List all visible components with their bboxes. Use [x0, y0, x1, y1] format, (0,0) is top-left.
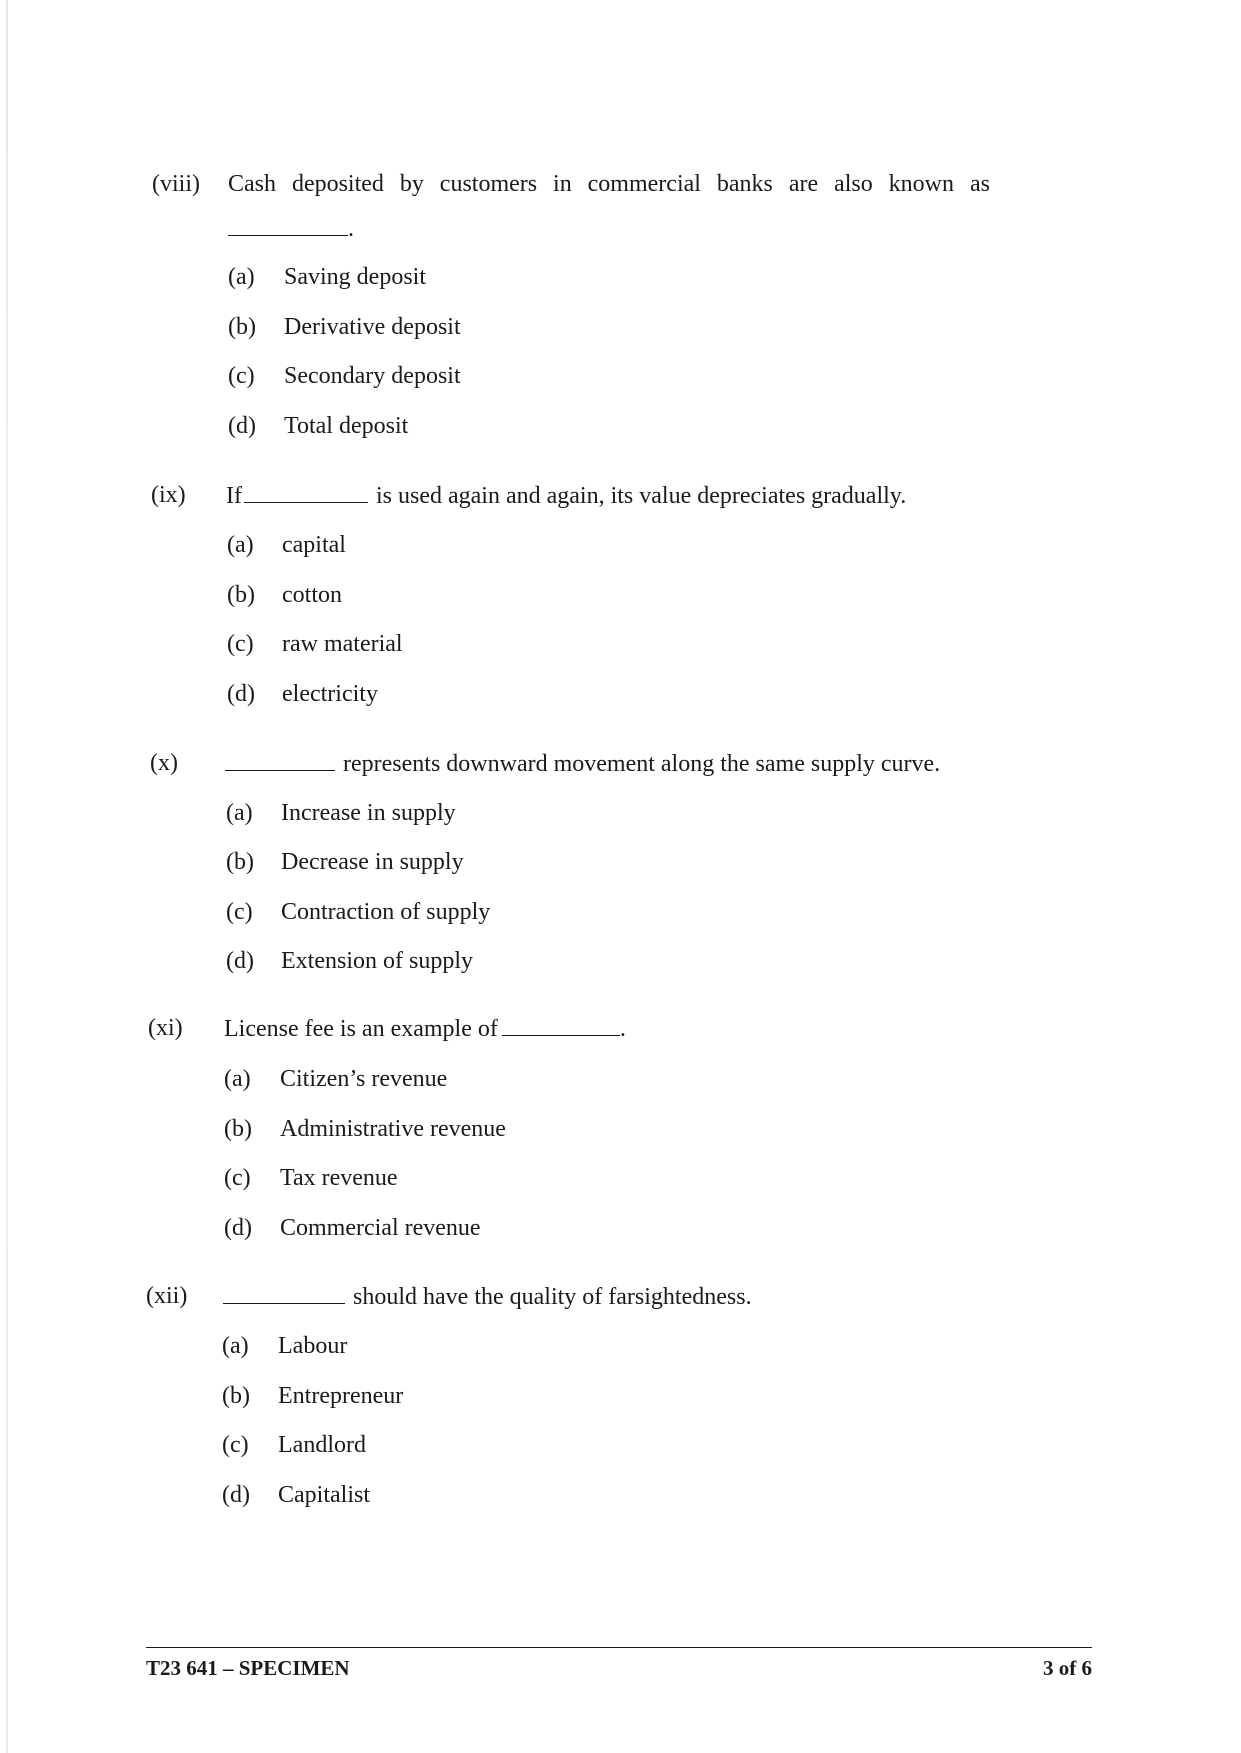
answer-blank [225, 748, 335, 771]
blank-prefix: If [226, 483, 242, 509]
paper-code: T23 641 – SPECIMEN [146, 1656, 350, 1680]
question-number: (ix) [151, 482, 186, 508]
question-text [228, 169, 990, 199]
word: known [888, 171, 954, 197]
word: deposited [291, 171, 384, 197]
option-text: Labour [278, 1333, 348, 1359]
blank-suffix: . [348, 216, 354, 242]
answer-blank [244, 480, 368, 503]
option-letter: (b) [224, 1116, 252, 1142]
word: by [399, 171, 424, 197]
option-text: cotton [282, 582, 342, 608]
question-number: (x) [150, 750, 178, 776]
blank-suffix: should have the quality of farsightedness. [353, 1284, 752, 1310]
option-letter: (d) [222, 1482, 250, 1508]
option-letter: (d) [227, 681, 255, 707]
page-footer [146, 1647, 1092, 1680]
question-number: (xi) [148, 1015, 183, 1041]
option-text: Entrepreneur [278, 1383, 404, 1409]
word: banks [716, 171, 773, 197]
scan-edge [6, 0, 8, 1753]
option-text: raw material [282, 631, 403, 657]
option-letter: (c) [222, 1432, 249, 1458]
option-text: Citizen’s revenue [280, 1066, 448, 1092]
question-x [150, 748, 1010, 778]
question-number: (viii) [152, 171, 200, 197]
option-text: Landlord [278, 1432, 366, 1458]
option-text: Administrative revenue [280, 1116, 506, 1142]
option-letter: (a) [228, 264, 255, 290]
option-text: electricity [282, 681, 378, 707]
question-xi [148, 1013, 1008, 1043]
blank-suffix: represents downward movement along the same supply curve. [343, 751, 941, 777]
page-number: 3 of 6 [1043, 1656, 1092, 1680]
blank-suffix: is used again and again, its value depreciates gradually. [375, 483, 907, 509]
option-letter: (a) [227, 532, 254, 558]
option-text: Commercial revenue [280, 1215, 481, 1241]
option-text: Increase in supply [281, 800, 456, 826]
option-letter: (c) [227, 631, 254, 657]
question-text [223, 1281, 752, 1312]
blank-suffix: . [619, 1016, 626, 1042]
answer-blank [228, 213, 348, 236]
word: are [788, 171, 819, 197]
option-letter: (d) [224, 1215, 252, 1241]
word: as [969, 171, 990, 197]
question-text [225, 748, 940, 779]
option-text: Total deposit [284, 413, 409, 439]
question-viii [152, 169, 992, 249]
option-letter: (b) [222, 1383, 250, 1409]
option-text: Secondary deposit [284, 363, 461, 389]
option-letter: (c) [224, 1165, 251, 1191]
question-number: (xii) [146, 1283, 188, 1309]
answer-blank [502, 1013, 620, 1036]
answer-blank-line [228, 213, 354, 244]
option-letter: (c) [228, 363, 255, 389]
option-letter: (b) [226, 849, 254, 875]
option-letter: (b) [228, 314, 256, 340]
answer-blank [223, 1281, 345, 1304]
option-text: Extension of supply [281, 948, 473, 974]
question-xii [146, 1281, 1006, 1311]
blank-prefix: License fee is an example of [224, 1016, 498, 1042]
option-letter: (a) [226, 800, 253, 826]
option-text: Decrease in supply [281, 849, 464, 875]
option-letter: (d) [228, 413, 256, 439]
option-letter: (a) [224, 1066, 251, 1092]
word: in [553, 171, 572, 197]
option-letter: (b) [227, 582, 255, 608]
option-text: Capitalist [278, 1482, 370, 1508]
word: commercial [587, 171, 701, 197]
option-text: capital [282, 532, 346, 558]
word: Cash [228, 171, 276, 197]
question-text [224, 1013, 626, 1044]
option-text: Derivative deposit [284, 314, 461, 340]
word: customers [439, 171, 538, 197]
option-text: Contraction of supply [281, 899, 491, 925]
option-letter: (c) [226, 899, 253, 925]
option-letter: (a) [222, 1333, 249, 1359]
option-text: Saving deposit [284, 264, 426, 290]
option-text: Tax revenue [280, 1165, 398, 1191]
question-ix [151, 480, 1011, 510]
option-letter: (d) [226, 948, 254, 974]
question-text [226, 480, 906, 511]
word: also [834, 171, 873, 197]
